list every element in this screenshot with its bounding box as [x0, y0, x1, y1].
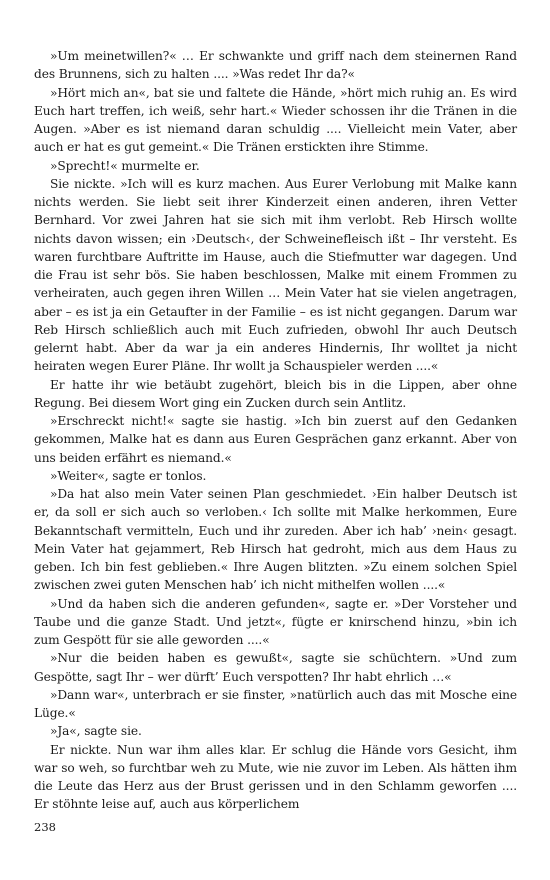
- paragraph: »Da hat also mein Vater seinen Plan geschmiedet. ›Ein halber Deutsch ist er, da soll er sich auch so verloben.‹ Ich sollte mit Malke herkommen, Eure Bekanntschaft vermitteln, Euch und ihr zureden. Aber ich hab’ ›nein‹ gesagt. Mein Vater hat gejammert, Reb Hirsch hat gedroht, mich aus dem Haus zu geben. Ich bin fest geblieben.« Ihre Augen blitzten. »Zu einem solchen Spiel zwischen zwei guten Menschen hab’ ich nicht mithelfen wollen ....«: [34, 487, 517, 593]
- paragraph: »Ja«, sagte sie.: [50, 724, 142, 739]
- paragraph: »Erschreckt nicht!« sagte sie hastig. »Ich bin zuerst auf den Gedanken gekommen, Malke hat es dann aus Euren Gesprächen ganz erkannt. Aber von uns beiden erfährt es niemand.«: [34, 414, 517, 465]
- paragraph: Er nickte. Nun war ihm alles klar. Er schlug die Hände vors Gesicht, ihm war so weh, so furchtbar weh zu Mute, wie nie zuvor im Leben. Als hätten ihm die Leute das Herz aus der Brust gerissen und in den Schlamm geworfen .... Er stöhnte leise auf, auch aus körperlichem: [34, 742, 517, 812]
- paragraph: »Und da haben sich die anderen gefunden«, sagte er. »Der Vorsteher und Taube und die ganze Stadt. Und jetzt«, fügte er knirschend hinzu, »bin ich zum Gespött für sie alle geworden ....«: [34, 596, 517, 647]
- paragraph: »Um meinetwillen?« … Er schwankte und griff nach dem steinernen Rand des Brunnens, sich zu halten .... »Was redet Ihr da?«: [34, 49, 517, 82]
- page-number: 238: [34, 820, 56, 834]
- page-body: [34, 47, 517, 814]
- paragraph: Sie nickte. »Ich will es kurz machen. Aus Eurer Verlobung mit Malke kann nichts werden. Sie liebt seit ihrer Kinderzeit einen anderen, ihren Vetter Bernhard. Vor zwei Jahren hat sie sich mit ihm verlobt. Reb Hirsch wollte nichts davon wissen; ein ›Deutsch‹, der Schweinefleisch ißt – Ihr versteht. Es waren furchtbare Auftritte im Hause, auch die Stiefmutter war dagegen. Und die Frau ist sehr bös. Sie haben beschlossen, Malke mit einem Frommen zu verheiraten, auch gegen ihren Willen … Mein Vater hat sie vielen angetragen, aber – es ist ja ein Getaufter in der Familie – es ist nicht gegangen. Darum war Reb Hirsch schließlich auch mit Euch zufrieden, obwohl Ihr auch Deutsch gelernt habt. Aber da war ja ein anderes Hindernis, Ihr wolltet ja nicht heiraten wegen Eurer Pläne. Ihr wollt ja Schauspieler werden ....«: [34, 176, 517, 374]
- paragraph: »Weiter«, sagte er tonlos.: [50, 468, 207, 483]
- paragraph: »Nur die beiden haben es gewußt«, sagte sie schüchtern. »Und zum Gespötte, sagt Ihr – wer dürft’ Euch verspotten? Ihr habt ehrlich …«: [34, 651, 517, 684]
- paragraph: »Hört mich an«, bat sie und faltete die Hände, »hört mich ruhig an. Es wird Euch hart treffen, ich weiß, sehr hart.« Wieder schossen ihr die Tränen in die Augen. »Aber es ist niemand daran schuldig .... Vielleicht mein Vater, aber auch er hat es gut gemeint.« Die Tränen erstickten ihre Stimme.: [34, 85, 517, 155]
- paragraph: Er hatte ihr wie betäubt zugehört, bleich bis in die Lippen, aber ohne Regung. Bei diesem Wort ging ein Zucken durch sein Antlitz.: [34, 377, 517, 410]
- paragraph: »Sprecht!« murmelte er.: [50, 158, 200, 173]
- paragraph: »Dann war«, unterbrach er sie finster, »natürlich auch das mit Mosche eine Lüge.«: [34, 687, 517, 720]
